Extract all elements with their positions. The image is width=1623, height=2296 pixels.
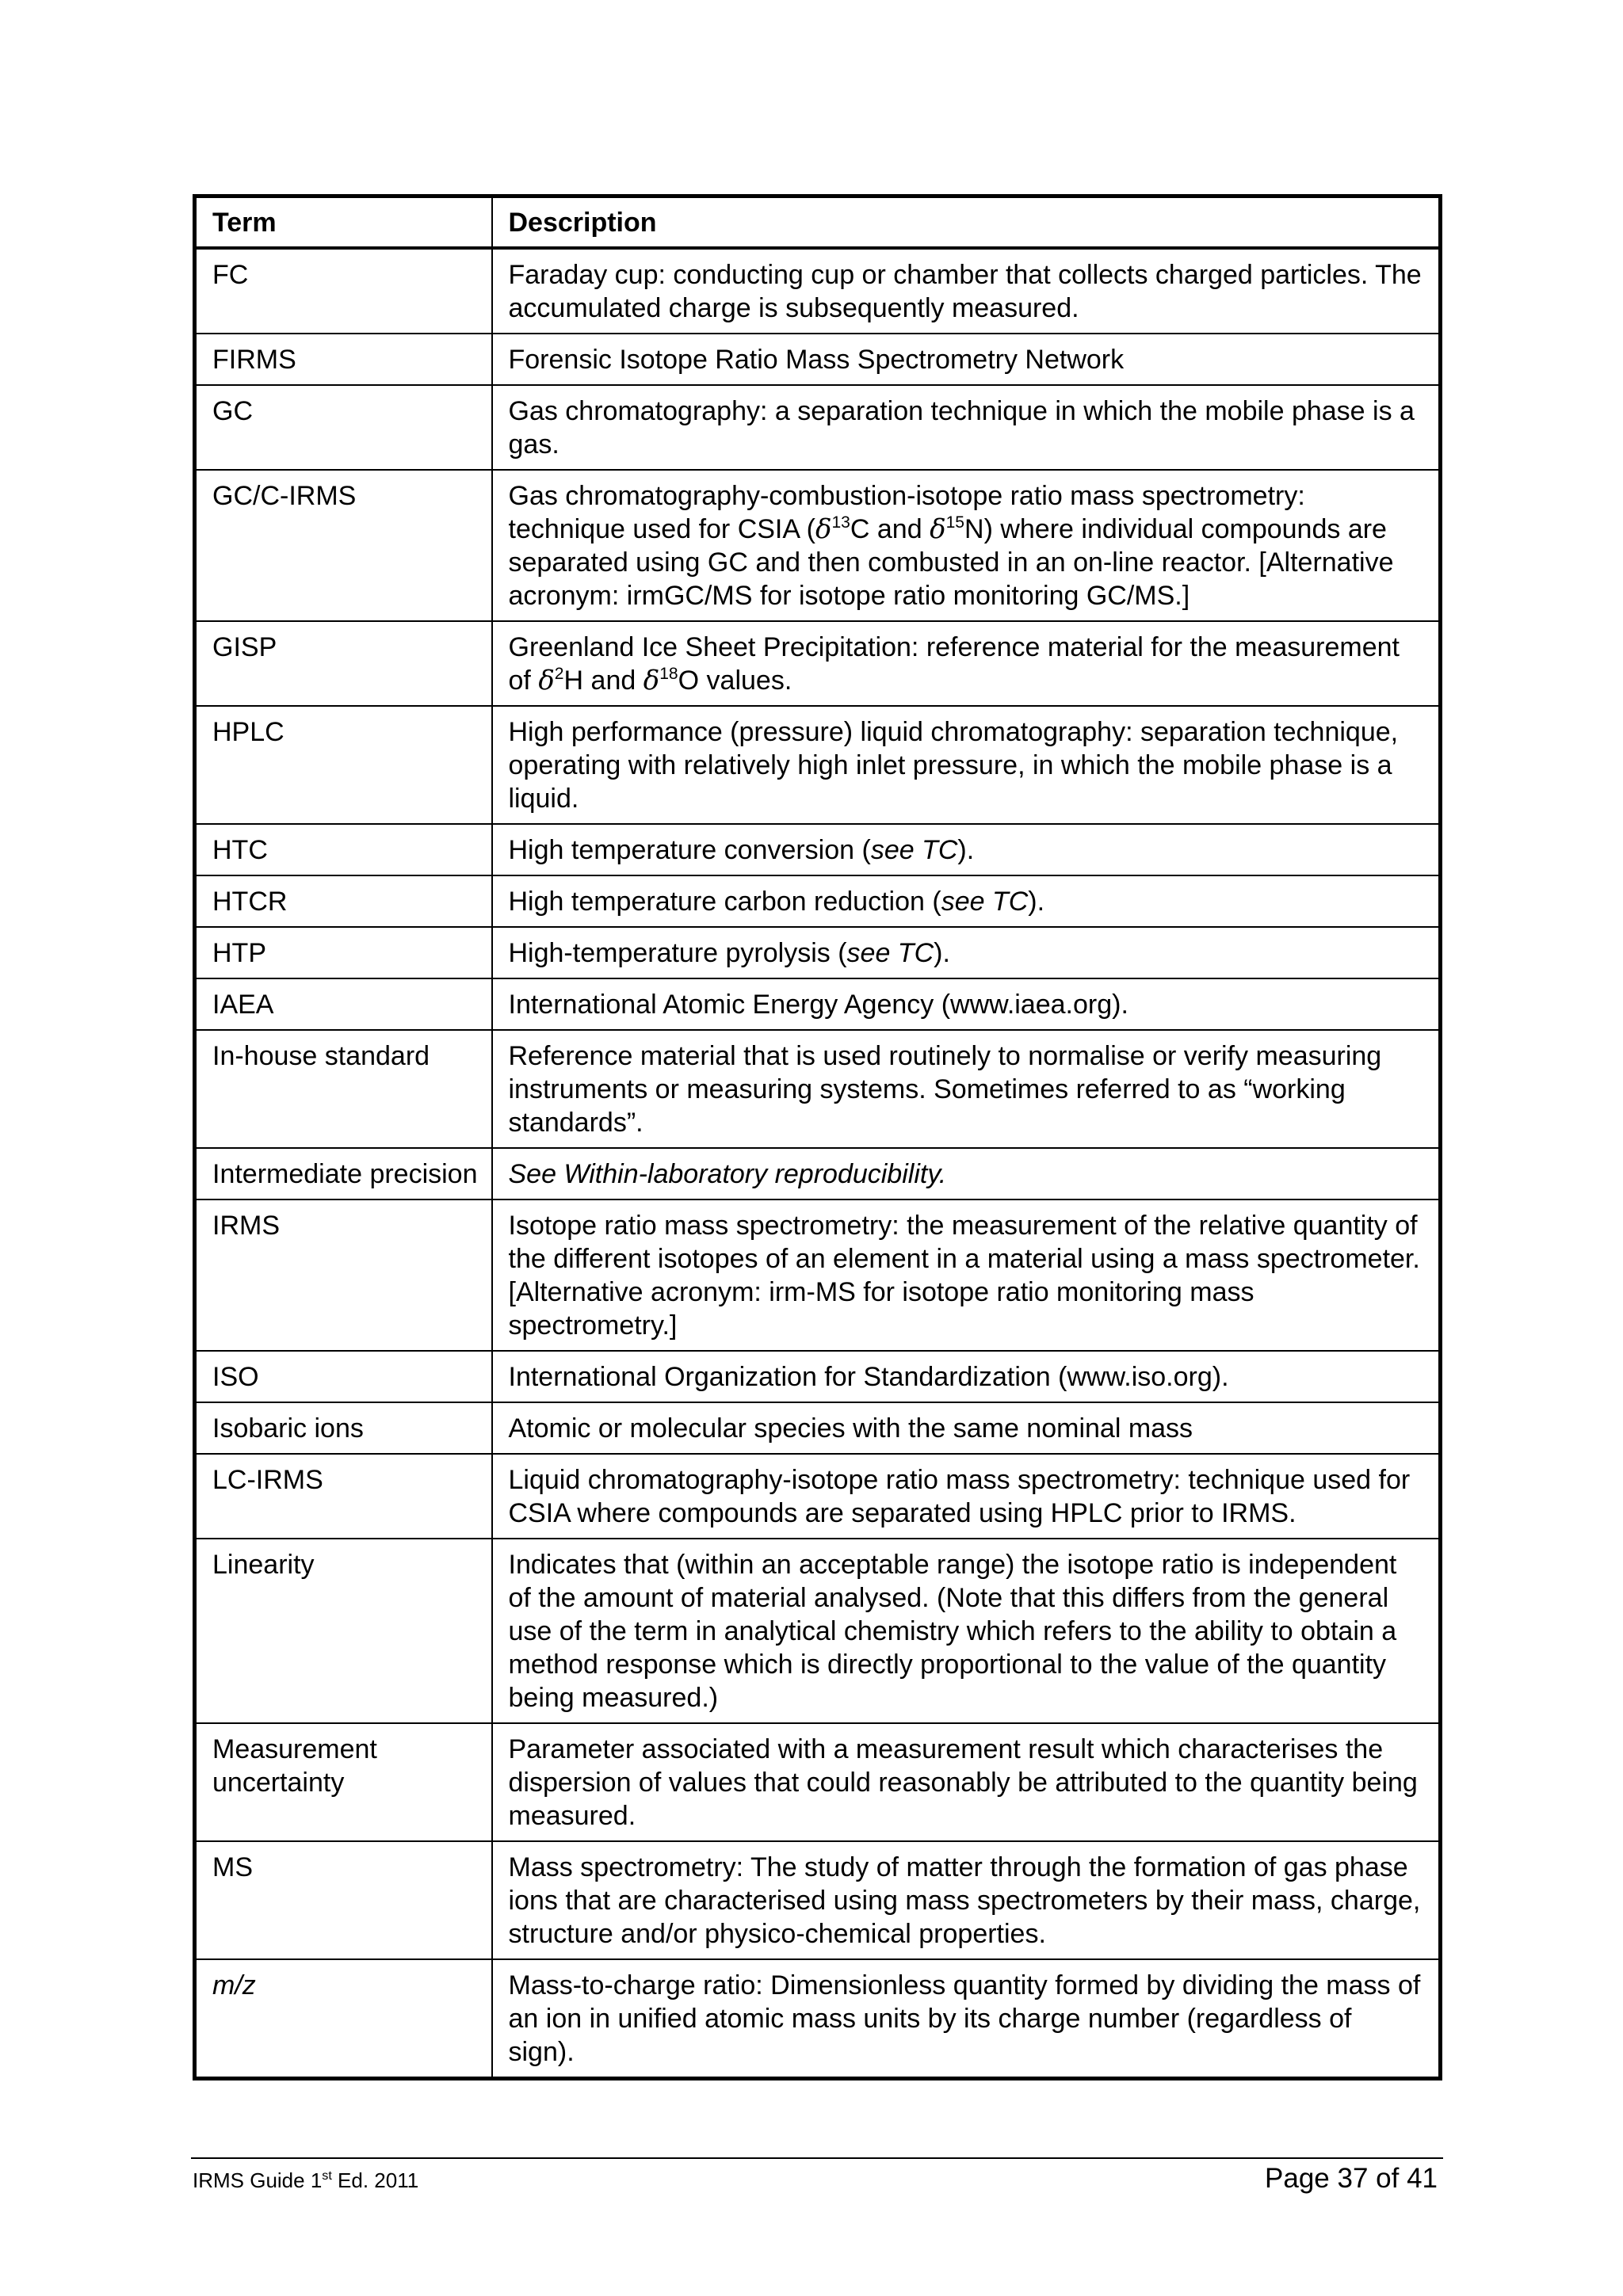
description-cell: Faraday cup: conducting cup or chamber that collects charged particles. The accumulated charge is subsequently measured. — [492, 248, 1441, 334]
footer-guide-edition — [193, 2168, 418, 2193]
description-cell: High performance (pressure) liquid chromatography: separation technique, operating with relatively high inlet pressure, in which the mobile phase is a liquid. — [492, 706, 1441, 824]
table-row — [195, 1148, 1441, 1199]
description-text: High-temperature pyrolysis ( — [508, 938, 847, 968]
description-cell: Mass spectrometry: The study of matter through the formation of gas phase ions that are characterised using mass spectrometers by their mass, charge, structure and/or physico-chemical properties. — [492, 1841, 1441, 1959]
ordinal-suffix: st — [322, 2168, 332, 2183]
description-text: High temperature carbon reduction ( — [508, 887, 941, 917]
delta-symbol: δ — [643, 665, 660, 696]
description-cell: Mass-to-charge ratio: Dimensionless quantity formed by dividing the mass of an ion in unified atomic mass units by its charge number (regardless of sign). — [492, 1959, 1441, 2079]
term-cell: IAEA — [195, 978, 492, 1030]
description-cell: See Within-laboratory reproducibility. — [492, 1148, 1441, 1199]
description-cell — [492, 621, 1441, 706]
description-cell: Reference material that is used routinely to normalise or verify measuring instruments or measuring systems. Sometimes referred to as “working standards”. — [492, 1030, 1441, 1148]
table-row — [195, 1351, 1441, 1402]
table-row — [195, 470, 1441, 621]
description-cell: International Organization for Standardization (www.iso.org). — [492, 1351, 1441, 1402]
term-cell: HTP — [195, 927, 492, 978]
isotope-mass-number: 13 — [831, 513, 850, 532]
term-cell: Isobaric ions — [195, 1402, 492, 1454]
table-header-row — [195, 196, 1441, 249]
footer-divider — [191, 2157, 1443, 2159]
table-row — [195, 978, 1441, 1030]
table-row — [195, 927, 1441, 978]
description-cell: Indicates that (within an acceptable range) the isotope ratio is independent of the amount of material analysed. (Note that this differs from the general use of the term in analytical chemistry which refers to the ability to obtain a method response which is directly proportional to the value of the quantity being measured.) — [492, 1539, 1441, 1723]
description-text: ). — [1028, 887, 1045, 917]
term-cell: HTCR — [195, 875, 492, 927]
table-row — [195, 621, 1441, 706]
table-row — [195, 1959, 1441, 2079]
table-row — [195, 334, 1441, 385]
table-row — [195, 248, 1441, 334]
description-cell: Forensic Isotope Ratio Mass Spectrometry Network — [492, 334, 1441, 385]
description-cell — [492, 875, 1441, 927]
description-column-header: Description — [492, 196, 1441, 249]
term-cell: MS — [195, 1841, 492, 1959]
term-cell: ISO — [195, 1351, 492, 1402]
description-text: H and — [563, 666, 643, 696]
description-text: O values. — [678, 666, 792, 696]
table-row — [195, 1454, 1441, 1539]
term-cell: FC — [195, 248, 492, 334]
term-cell: HPLC — [195, 706, 492, 824]
description-cell: International Atomic Energy Agency (www.iaea.org). — [492, 978, 1441, 1030]
description-text: N) where individual compounds are separated using GC and then combusted in an on-line reactor. [Alternative acronym: irmGC/MS for isotope ratio monitoring GC/MS.] — [508, 514, 1394, 611]
term-cell: GISP — [195, 621, 492, 706]
description-cell: Liquid chromatography-isotope ratio mass spectrometry: technique used for CSIA where compounds are separated using HPLC prior to IRMS. — [492, 1454, 1441, 1539]
description-text: C and — [850, 514, 930, 544]
table-row — [195, 1402, 1441, 1454]
table-row — [195, 1841, 1441, 1959]
description-text: High temperature conversion ( — [508, 835, 871, 865]
edition-year: Ed. 2011 — [331, 2168, 419, 2192]
table-row — [195, 875, 1441, 927]
delta-symbol: δ — [538, 665, 555, 696]
cross-reference: see TC — [846, 938, 934, 968]
delta-symbol: δ — [930, 513, 946, 545]
table-row — [195, 1723, 1441, 1841]
description-text: ). — [934, 938, 950, 968]
table-row — [195, 1539, 1441, 1723]
term-cell: Intermediate precision — [195, 1148, 492, 1199]
term-cell: HTC — [195, 824, 492, 875]
term-cell: GC — [195, 385, 492, 470]
term-cell: In-house standard — [195, 1030, 492, 1148]
cross-reference: see TC — [941, 887, 1029, 917]
description-cell — [492, 470, 1441, 621]
description-cell: Isotope ratio mass spectrometry: the measurement of the relative quantity of the different isotopes of an element in a material using a mass spectrometer. [Alternative acronym: irm-MS for isotope ratio monitoring mass spectrometry.] — [492, 1199, 1441, 1351]
table-row — [195, 706, 1441, 824]
term-cell: LC-IRMS — [195, 1454, 492, 1539]
table-row — [195, 824, 1441, 875]
glossary-table — [193, 194, 1442, 2081]
cross-reference: see TC — [870, 835, 958, 865]
table-row — [195, 1199, 1441, 1351]
description-cell: Parameter associated with a measurement result which characterises the dispersion of values that could reasonably be attributed to the quantity being measured. — [492, 1723, 1441, 1841]
table-row — [195, 1030, 1441, 1148]
isotope-mass-number: 15 — [945, 513, 965, 532]
description-cell: Atomic or molecular species with the same nominal mass — [492, 1402, 1441, 1454]
term-cell: Measurement uncertainty — [195, 1723, 492, 1841]
description-cell: Gas chromatography: a separation technique in which the mobile phase is a gas. — [492, 385, 1441, 470]
isotope-mass-number: 2 — [554, 664, 564, 683]
description-text: ). — [957, 835, 975, 865]
term-cell: Linearity — [195, 1539, 492, 1723]
description-cell — [492, 927, 1441, 978]
delta-symbol: δ — [815, 513, 832, 545]
term-cell: m/z — [195, 1959, 492, 2079]
description-cell — [492, 824, 1441, 875]
isotope-mass-number: 18 — [659, 664, 678, 683]
description-text: Greenland Ice Sheet Precipitation: reference material for the measurement of — [508, 632, 1400, 696]
term-column-header: Term — [195, 196, 492, 249]
page-number: Page 37 of 41 — [1265, 2163, 1438, 2194]
guide-title: IRMS Guide 1 — [193, 2168, 323, 2192]
term-cell: IRMS — [195, 1199, 492, 1351]
description-text: Gas chromatography-combustion-isotope ratio mass spectrometry: technique used for CSIA ( — [508, 481, 1305, 544]
term-cell: GC/C-IRMS — [195, 470, 492, 621]
term-cell: FIRMS — [195, 334, 492, 385]
table-row — [195, 385, 1441, 470]
